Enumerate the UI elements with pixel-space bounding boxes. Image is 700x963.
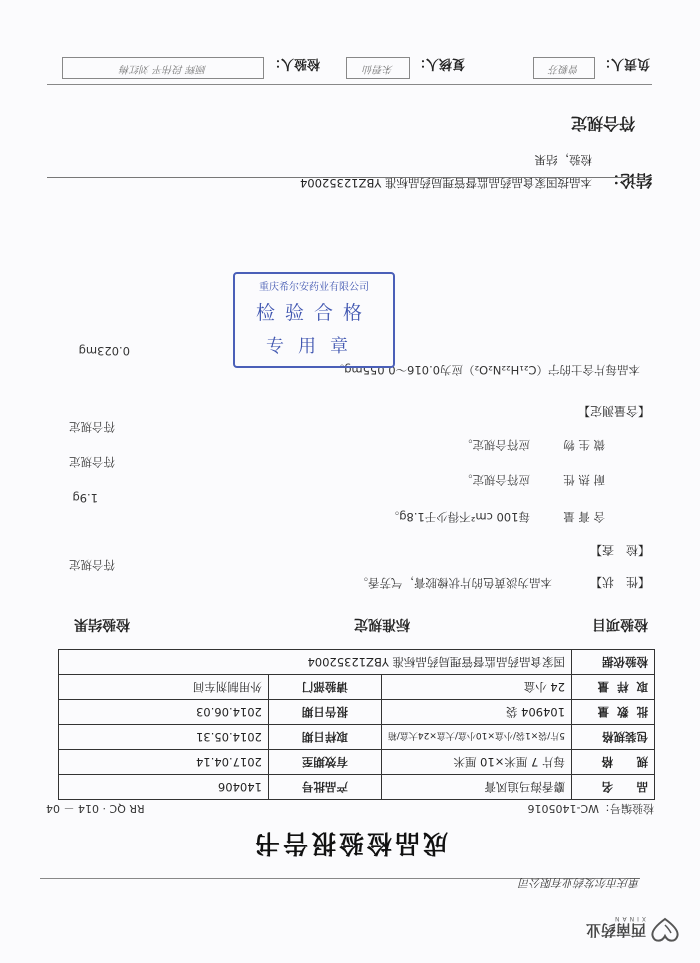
report-title: 成品检验报告书 <box>252 829 449 858</box>
package-label: 包装规格 <box>572 725 655 750</box>
fill-weight-text: 每100 cm²不得少于1.8g。 <box>387 510 530 524</box>
responsible-label: 负责人： <box>597 56 650 71</box>
batch-qty-value: 104904 袋 <box>381 700 571 725</box>
conclusion-result: 符合规定 <box>570 114 635 133</box>
header-result: 检验结果 <box>74 616 130 632</box>
table-row <box>59 650 655 675</box>
logo-sub: XINAN <box>612 915 646 922</box>
basis-value: 国家食品药品监督管理局药品标准 YBZ12352004 <box>59 650 572 675</box>
conclusion-text-2: 检验，结果 <box>534 153 592 167</box>
assay-result: 0.023mg <box>78 344 130 358</box>
assay-text: 本品每片含士的宁（C₂₁H₂₂N₂O₂）应为0.016～0.055mg。 <box>332 363 640 377</box>
table-row <box>59 750 655 775</box>
character-section-label: 【性 状】 <box>589 575 650 589</box>
conclusion-text: 本品按国家食品药品监督管理局药品标准 YBZ12352004 <box>300 176 592 190</box>
microbial-text: 应符合规定。 <box>461 438 530 452</box>
qc-approval-stamp <box>233 272 395 368</box>
tester-label: 检验人： <box>267 56 320 71</box>
report-number-label: 检验编号： <box>599 802 654 815</box>
signature-divider <box>47 84 652 85</box>
batch-qty-label: 批 数 量 <box>572 700 655 725</box>
reviewer-label: 复核人： <box>412 56 465 71</box>
expiry-value: 2017.04.14 <box>59 750 269 775</box>
conclusion-label: 结论： <box>603 171 652 190</box>
responsible-signature: 曾毅芬 <box>533 57 595 79</box>
company-name: 重庆市尔发药业有限公司 <box>519 876 640 889</box>
header-test-item: 检验项目 <box>592 616 648 632</box>
microbial-name: 微 生 物 <box>563 438 605 452</box>
character-result: 符合规定 <box>69 558 115 572</box>
logo-brand: 西南药业 <box>585 921 646 939</box>
company-logo <box>570 905 680 945</box>
table-row <box>59 675 655 700</box>
name-label: 品 名 <box>572 775 655 800</box>
heat-resistance-name: 耐 热 性 <box>563 473 605 487</box>
report-date-label: 报告日期 <box>268 700 381 725</box>
report-number <box>527 801 654 817</box>
sample-qty-label: 取 样 量 <box>572 675 655 700</box>
batch-no-label: 产品批号 <box>268 775 381 800</box>
table-row <box>59 700 655 725</box>
check-section-label: 【检 查】 <box>589 543 650 557</box>
fill-weight-name: 含 膏 量 <box>563 510 605 524</box>
tester-signatures: 顾辉 段伟平 刘红梅 <box>62 57 264 79</box>
sampling-date-label: 取样日期 <box>268 725 381 750</box>
heat-resistance-text: 应符合规定。 <box>461 473 530 487</box>
heat-resistance-result: 符合规定 <box>69 455 115 469</box>
requesting-dept-value: 外用制剂车间 <box>59 675 269 700</box>
table-row <box>59 725 655 750</box>
assay-section-label: 【含量测定】 <box>577 404 650 418</box>
table-row <box>59 775 655 800</box>
batch-no-value: 140406 <box>59 775 269 800</box>
reviewer-signature: 朱碧仙 <box>346 57 410 79</box>
product-info-table <box>58 649 655 800</box>
report-number-value: WC-1405016 <box>527 802 599 815</box>
document-code: RR QC · 014 － 04 <box>46 802 145 815</box>
stamp-title: 检验合格 <box>255 302 372 324</box>
requesting-dept-label: 请验部门 <box>268 675 381 700</box>
stamp-purpose: 专用章 <box>266 336 362 357</box>
conclusion-divider <box>47 177 652 178</box>
basis-label: 检验依据 <box>572 650 655 675</box>
microbial-result: 符合规定 <box>69 420 115 434</box>
heart-logo-icon <box>650 917 680 943</box>
spec-label: 规 格 <box>572 750 655 775</box>
sample-qty-value: 24 小盒 <box>381 675 571 700</box>
name-value: 麝香海马追风膏 <box>381 775 571 800</box>
fill-weight-result: 1.9g <box>72 491 98 505</box>
header-standard: 标准规定 <box>354 616 410 632</box>
package-value: 5片/袋×1袋/小盒×10小盒/大盒×24大盒/箱 <box>381 725 571 750</box>
report-date-value: 2014.06.03 <box>59 700 269 725</box>
sampling-date-value: 2014.05.31 <box>59 725 269 750</box>
expiry-label: 有效期至 <box>268 750 381 775</box>
character-text: 本品为淡黄色的片状橡胶膏，气芳香。 <box>356 576 552 590</box>
spec-value: 每片 7 厘米×10 厘米 <box>381 750 571 775</box>
stamp-company: 重庆希尔安药业有限公司 <box>259 282 369 293</box>
